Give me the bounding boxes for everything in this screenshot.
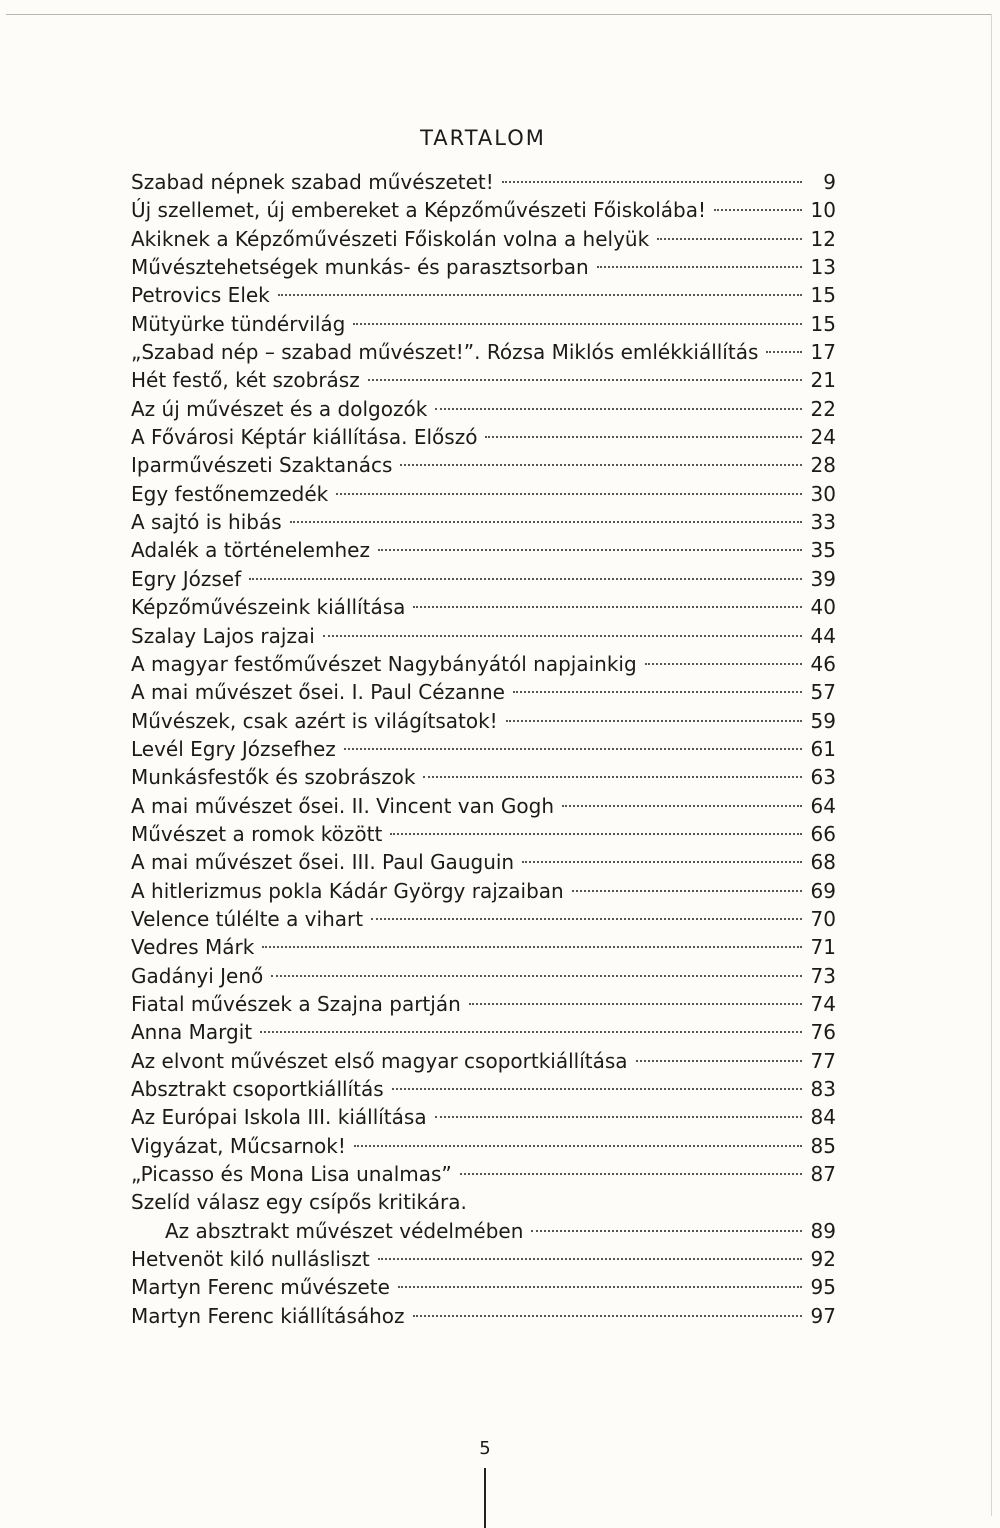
toc-entry-page: 83: [810, 1077, 836, 1101]
toc-entry-title: Az új művészet és a dolgozók: [131, 396, 428, 421]
toc-entry-title: Szabad népnek szabad művészetet!: [131, 170, 494, 194]
toc-entry-page: 77: [810, 1048, 836, 1073]
toc-entry: [131, 593, 836, 621]
dot-leader: [271, 975, 802, 977]
toc-entry-title: Művésztehetségek munkás- és parasztsorban: [131, 255, 589, 280]
toc-entry-page: 59: [810, 708, 836, 733]
dot-leader: [531, 1230, 802, 1232]
toc-entry-title: Fiatal művészek a Szajna partján: [131, 991, 461, 1016]
dot-leader: [262, 946, 802, 948]
dot-leader: [336, 493, 802, 495]
toc-entry-page: 17: [810, 340, 836, 365]
toc-entry: [131, 423, 836, 451]
toc-entry-title: A Fővárosi Képtár kiállítása. Előszó: [131, 425, 478, 450]
toc-entry: [131, 310, 836, 338]
toc-entry-page: 69: [810, 878, 836, 903]
dot-leader: [392, 1088, 802, 1090]
toc-entry: [131, 820, 836, 848]
dot-leader: [413, 606, 802, 608]
toc-entry: [131, 650, 836, 678]
dot-leader: [323, 635, 802, 637]
dot-leader: [766, 351, 802, 353]
toc-entry-title: Művészek, csak azért is világítsatok!: [131, 708, 498, 733]
toc-entry-page: 95: [810, 1275, 836, 1300]
toc-entry-page: 10: [810, 198, 836, 223]
toc-entry: [131, 792, 836, 820]
toc-entry-title: Művészet a romok között: [131, 821, 383, 846]
toc-entry-title: Szelíd válasz egy csípős kritikára.: [131, 1190, 467, 1215]
dot-leader: [435, 408, 802, 410]
toc-entry: [131, 1047, 836, 1075]
toc-entry-title: „Szabad nép – szabad művészet!”. Rózsa Miklós emlékkiállítás: [131, 340, 759, 365]
dot-leader: [290, 521, 802, 523]
toc-entry-page: 22: [810, 396, 836, 421]
toc-entry-page: 40: [810, 595, 836, 620]
toc-entry: [131, 1132, 836, 1160]
toc-entry-title: Anna Margit: [131, 1020, 253, 1045]
toc-entry: [131, 990, 836, 1018]
toc-entry-title: A mai művészet ősei. I. Paul Cézanne: [131, 680, 505, 705]
toc-entry-title: Akiknek a Képzőművészeti Főiskolán volna a helyük: [131, 226, 650, 251]
toc-entry-title: Hét festő, két szobrász: [131, 368, 360, 393]
toc-entry-title: Vigyázat, Műcsarnok!: [131, 1133, 346, 1158]
toc-entry: [131, 763, 836, 791]
toc-entry: [131, 707, 836, 735]
toc-entry-page: 97: [810, 1303, 836, 1328]
toc-entry: [131, 366, 836, 394]
toc-entry-title: A magyar festőművészet Nagybányától napjainkig: [131, 651, 637, 676]
dot-leader: [378, 1258, 802, 1260]
page-right-edge: [991, 14, 992, 1516]
toc-entry-page: 28: [810, 453, 836, 478]
dot-leader: [502, 181, 802, 183]
toc-entry-title: Hetvenöt kiló nullásliszt: [131, 1247, 370, 1272]
toc-entry: [131, 480, 836, 508]
toc-entry-page: 24: [810, 425, 836, 450]
toc-entry-page: 84: [810, 1105, 836, 1130]
toc-entry-title: A hitlerizmus pokla Kádár György rajzaiban: [131, 878, 564, 903]
toc-entry: [131, 848, 836, 876]
dot-leader: [398, 1286, 802, 1288]
toc-entry: [131, 508, 836, 536]
toc-entry-title: Az Európai Iskola III. kiállítása: [131, 1105, 427, 1130]
toc-entry-page: 35: [810, 538, 836, 563]
toc-entry-page: 92: [810, 1247, 836, 1272]
dot-leader: [572, 890, 802, 892]
toc-entry: [131, 1018, 836, 1046]
page-title: TARTALOM: [420, 126, 546, 151]
toc-entry-page: 68: [810, 850, 836, 875]
toc-entry: [131, 877, 836, 905]
dot-leader: [354, 1145, 802, 1147]
toc-entry: [131, 1273, 836, 1301]
toc-entry: [131, 1075, 836, 1103]
toc-entry-page: 85: [810, 1133, 836, 1158]
toc-entry-page: 57: [810, 680, 836, 705]
dot-leader: [485, 436, 802, 438]
dot-leader: [371, 918, 802, 920]
toc-entry-page: 44: [810, 623, 836, 648]
toc-entry-page: 64: [810, 793, 836, 818]
toc-entry-title: Új szellemet, új embereket a Képzőművészeti Főiskolába!: [131, 198, 707, 223]
toc-entry-page: 71: [810, 935, 836, 960]
toc-entry-page: 21: [810, 368, 836, 393]
toc-entry: [131, 225, 836, 253]
dot-leader: [378, 549, 802, 551]
toc-entry: [131, 622, 836, 650]
dot-leader: [506, 720, 802, 722]
toc-entry-page: 9: [823, 170, 836, 194]
dot-leader: [460, 1173, 802, 1175]
toc-entry-title: Gadányi Jenő: [131, 963, 264, 988]
toc-entry-page: 12: [810, 226, 836, 251]
dot-leader: [423, 776, 802, 778]
toc-entry-page: 39: [810, 566, 836, 591]
toc-entry-title: Levél Egry Józsefhez: [131, 736, 336, 761]
dot-leader: [368, 379, 802, 381]
toc-entry-title: Adalék a történelemhez: [131, 538, 370, 563]
toc-entry-page: 63: [810, 765, 836, 790]
dot-leader: [400, 464, 802, 466]
toc-entry: [131, 281, 836, 309]
toc-entry: [131, 451, 836, 479]
toc-entry-title: Martyn Ferenc kiállításához: [131, 1303, 405, 1328]
toc-entry-title: Szalay Lajos rajzai: [131, 623, 315, 648]
toc-entry-title: Az absztrakt művészet védelmében: [165, 1218, 524, 1243]
toc-entry: [131, 395, 836, 423]
toc-entry: [131, 253, 836, 281]
dot-leader: [278, 294, 802, 296]
toc-entry-page: 30: [810, 481, 836, 506]
toc-entry: [131, 1188, 836, 1216]
toc-entry: [131, 1160, 836, 1188]
toc-entry: [131, 933, 836, 961]
dot-leader: [390, 833, 802, 835]
toc-entry-page: 66: [810, 821, 836, 846]
toc-entry: [131, 1245, 836, 1273]
toc-entry-title: Képzőművészeink kiállítása: [131, 595, 406, 620]
toc-entry-title: Munkásfestők és szobrászok: [131, 765, 416, 790]
toc-entry: [131, 962, 836, 990]
dot-leader: [249, 578, 802, 580]
toc-entry-page: 73: [810, 963, 836, 988]
dot-leader: [344, 748, 802, 750]
toc-entry: [131, 1302, 836, 1330]
toc-entry-title: Absztrakt csoportkiállítás: [131, 1077, 384, 1101]
toc-entry-title: Az elvont művészet első magyar csoportkiállítása: [131, 1048, 628, 1073]
toc-entry: [131, 338, 836, 366]
dot-leader: [645, 663, 802, 665]
toc-entry-title: A sajtó is hibás: [131, 510, 282, 535]
dot-leader: [636, 1060, 802, 1062]
toc-entry-page: 70: [810, 906, 836, 931]
toc-entry-title: Velence túlélte a vihart: [131, 906, 364, 931]
toc-entry-title: Egry József: [131, 566, 242, 591]
dot-leader: [597, 266, 802, 268]
toc-entry: [131, 168, 836, 196]
toc-entry: [131, 678, 836, 706]
toc-entry-page: 87: [810, 1162, 836, 1187]
toc-entry-page: 15: [810, 283, 836, 308]
toc-entry: [131, 536, 836, 564]
dot-leader: [657, 238, 802, 240]
toc-entry-page: 13: [810, 255, 836, 280]
dot-leader: [260, 1031, 802, 1033]
dot-leader: [353, 323, 802, 325]
table-of-contents: [131, 168, 836, 1330]
page-number: 5: [479, 1438, 491, 1459]
page-top-edge: [6, 14, 992, 15]
toc-entry-title: Petrovics Elek: [131, 283, 270, 308]
toc-entry-title: A mai művészet ősei. III. Paul Gauguin: [131, 850, 515, 875]
toc-entry: [131, 565, 836, 593]
dot-leader: [435, 1116, 802, 1118]
toc-entry-page: 74: [810, 991, 836, 1016]
toc-entry-page: 15: [810, 311, 836, 336]
toc-entry: [131, 196, 836, 224]
dot-leader: [562, 805, 802, 807]
toc-entry-title: Martyn Ferenc művészete: [131, 1275, 390, 1300]
toc-entry-page: 76: [810, 1020, 836, 1045]
dot-leader: [413, 1315, 802, 1317]
toc-entry-title: Iparművészeti Szaktanács: [131, 453, 393, 478]
dot-leader: [522, 861, 802, 863]
toc-entry-page: 46: [810, 651, 836, 676]
toc-entry: [131, 1103, 836, 1131]
dot-leader: [513, 691, 802, 693]
toc-entry-title: Egy festőnemzedék: [131, 481, 329, 506]
toc-entry-title: Mütyürke tündérvilág: [131, 311, 346, 336]
dot-leader: [469, 1003, 802, 1005]
toc-entry: [131, 1217, 836, 1245]
toc-entry-title: Vedres Márk: [131, 935, 255, 960]
gutter-mark: [484, 1468, 486, 1528]
dot-leader: [714, 209, 802, 211]
toc-entry-page: 89: [810, 1218, 836, 1243]
toc-entry-page: 61: [810, 736, 836, 761]
toc-entry: [131, 905, 836, 933]
toc-entry-title: „Picasso és Mona Lisa unalmas”: [131, 1162, 452, 1187]
toc-entry-page: 33: [810, 510, 836, 535]
toc-entry: [131, 735, 836, 763]
toc-entry-title: A mai művészet ősei. II. Vincent van Gogh: [131, 793, 555, 818]
